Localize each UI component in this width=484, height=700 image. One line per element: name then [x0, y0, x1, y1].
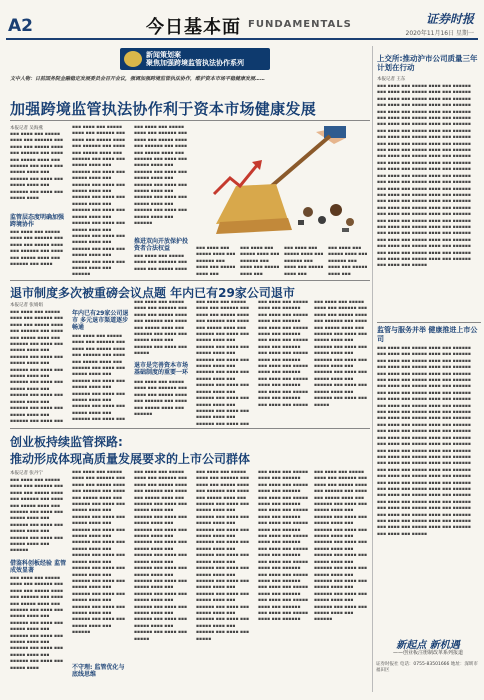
lead-text-col2: ▪▪▪ ▪▪▪▪ ▪▪▪ ▪▪▪▪▪ ▪▪▪▪ ▪▪▪ ▪▪▪▪▪▪ ▪▪▪ ▪▪▪▪ ▪▪▪ ▪▪▪▪▪ ▪▪▪▪ ▪▪▪ ▪▪▪▪▪▪ ▪▪▪ ▪▪▪▪ ▪▪▪ ▪▪▪▪▪ ▪▪▪▪ ▪▪▪ ▪▪▪▪▪▪ ▪▪▪ ▪▪▪▪ ▪▪▪ ▪▪▪▪▪ ▪▪▪▪ ▪▪▪ ▪▪▪▪▪▪ ▪▪▪ ▪▪▪▪ ▪▪▪ ▪▪▪▪▪ ▪▪▪▪ ▪▪▪ ▪▪▪▪▪▪ ▪▪▪ ▪▪▪▪ ▪▪▪ ▪▪▪▪▪ ▪▪▪▪ ▪▪▪ ▪▪▪▪▪▪ ▪▪▪ ▪▪▪▪ ▪▪▪ ▪▪▪▪▪ ▪▪▪▪ ▪▪▪ ▪▪▪▪▪▪ ▪▪▪ ▪▪▪▪ ▪▪▪ ▪▪▪▪▪ ▪▪▪▪ ▪▪▪ ▪▪▪▪▪▪ ▪▪▪ ▪▪▪▪ ▪▪▪ ▪▪▪▪▪ ▪▪▪▪ ▪▪▪ ▪▪▪▪▪▪ ▪▪▪ ▪▪▪▪ ▪▪▪ ▪▪▪▪▪ ▪▪▪▪ ▪▪▪ ▪▪▪▪▪▪ ▪▪▪ ▪▪▪▪ ▪▪▪ ▪▪▪▪▪ ▪▪▪▪ ▪▪▪ ▪▪▪▪▪▪ ▪▪▪ ▪▪▪▪ ▪▪▪ ▪▪▪▪▪ ▪▪▪▪ ▪▪▪ ▪▪▪▪▪▪	[72, 125, 126, 275]
lead-text-col5: ▪▪▪ ▪▪▪▪ ▪▪▪ ▪▪▪▪▪ ▪▪▪▪ ▪▪▪ ▪▪▪▪▪▪ ▪▪▪ ▪▪▪▪ ▪▪▪ ▪▪▪▪▪ ▪▪▪▪ ▪▪▪	[240, 246, 280, 277]
sec2-subhead-2: 退市是完善资本市场基础制度的重要一环	[134, 362, 189, 376]
section-divider-2	[10, 428, 370, 429]
sec3-byline: 本报记者 张丹宁	[10, 471, 43, 476]
intro-blurb: 文中人物：日前国务院金融稳定发展委员会召开会议，强调加强跨境监管执法协作，维护资本市场平稳健康发展……	[10, 76, 266, 82]
lead-text-col1: ▪▪▪ ▪▪▪▪ ▪▪▪ ▪▪▪▪▪ ▪▪▪▪ ▪▪▪ ▪▪▪▪▪▪ ▪▪▪ ▪▪▪▪ ▪▪▪ ▪▪▪▪▪ ▪▪▪▪ ▪▪▪ ▪▪▪▪▪▪ ▪▪▪ ▪▪▪▪ ▪▪▪ ▪▪▪▪▪ ▪▪▪▪ ▪▪▪ ▪▪▪▪▪▪ ▪▪▪ ▪▪▪▪ ▪▪▪ ▪▪▪▪▪ ▪▪▪▪ ▪▪▪ ▪▪▪▪▪▪ ▪▪▪ ▪▪▪▪ ▪▪▪ ▪▪▪▪▪ ▪▪▪▪ ▪▪▪ ▪▪▪▪▪▪ ▪▪▪ ▪▪▪▪ ▪▪▪ ▪▪▪▪▪ ▪▪▪▪	[10, 132, 64, 202]
lead-headline: 加强跨境监管执法协作利于资本市场健康发展	[10, 100, 317, 118]
sec3-text-col2: ▪▪▪ ▪▪▪▪ ▪▪▪ ▪▪▪▪▪ ▪▪▪▪ ▪▪▪ ▪▪▪▪▪▪ ▪▪▪ ▪▪▪▪ ▪▪▪ ▪▪▪▪▪ ▪▪▪▪ ▪▪▪ ▪▪▪▪▪▪ ▪▪▪ ▪▪▪▪ ▪▪▪ ▪▪▪▪▪ ▪▪▪▪ ▪▪▪ ▪▪▪▪▪▪ ▪▪▪ ▪▪▪▪ ▪▪▪ ▪▪▪▪▪ ▪▪▪▪ ▪▪▪ ▪▪▪▪▪▪ ▪▪▪ ▪▪▪▪ ▪▪▪ ▪▪▪▪▪ ▪▪▪▪ ▪▪▪ ▪▪▪▪▪▪ ▪▪▪ ▪▪▪▪ ▪▪▪ ▪▪▪▪▪ ▪▪▪▪ ▪▪▪ ▪▪▪▪▪▪ ▪▪▪ ▪▪▪▪ ▪▪▪ ▪▪▪▪▪ ▪▪▪▪ ▪▪▪ ▪▪▪▪▪▪ ▪▪▪ ▪▪▪▪ ▪▪▪ ▪▪▪▪▪ ▪▪▪▪ ▪▪▪ ▪▪▪▪▪▪ ▪▪▪ ▪▪▪▪ ▪▪▪ ▪▪▪▪▪ ▪▪▪▪ ▪▪▪ ▪▪▪▪▪▪ ▪▪▪ ▪▪▪▪ ▪▪▪ ▪▪▪▪▪ ▪▪▪▪ ▪▪▪ ▪▪▪▪▪▪ ▪▪▪ ▪▪▪▪ ▪▪▪ ▪▪▪▪▪ ▪▪▪▪ ▪▪▪ ▪▪▪▪▪▪ ▪▪▪ ▪▪▪▪ ▪▪▪ ▪▪▪▪▪ ▪▪▪▪ ▪▪▪ ▪▪▪▪▪▪ ▪▪▪ ▪▪▪▪ ▪▪▪ ▪▪▪▪▪ ▪▪▪▪ ▪▪▪ ▪▪▪▪▪▪	[72, 470, 126, 636]
lead-text-col1b: ▪▪▪ ▪▪▪▪ ▪▪▪ ▪▪▪▪▪ ▪▪▪▪ ▪▪▪ ▪▪▪▪▪▪ ▪▪▪ ▪▪▪▪ ▪▪▪ ▪▪▪▪▪ ▪▪▪▪ ▪▪▪ ▪▪▪▪▪▪ ▪▪▪ ▪▪▪▪ ▪▪▪ ▪▪▪▪▪ ▪▪▪▪ ▪▪▪ ▪▪▪▪▪▪ ▪▪▪ ▪▪▪▪	[10, 230, 64, 268]
lead-subhead-1: 监管层态度明确加强跨境协作	[10, 214, 65, 228]
lead-text-col7: ▪▪▪ ▪▪▪▪ ▪▪▪ ▪▪▪▪▪ ▪▪▪▪ ▪▪▪ ▪▪▪▪▪▪ ▪▪▪ ▪▪▪▪ ▪▪▪ ▪▪▪▪▪ ▪▪▪▪ ▪▪▪	[328, 246, 368, 277]
lead-subhead-2: 推进双向开放保护投资者合法权益	[134, 238, 189, 252]
newspaper-logo: 证券时报	[425, 12, 474, 26]
sec2-text-col2: ▪▪▪ ▪▪▪▪ ▪▪▪ ▪▪▪▪▪ ▪▪▪▪ ▪▪▪ ▪▪▪▪▪▪ ▪▪▪ ▪▪▪▪ ▪▪▪ ▪▪▪▪▪ ▪▪▪▪ ▪▪▪ ▪▪▪▪▪▪ ▪▪▪ ▪▪▪▪ ▪▪▪ ▪▪▪▪▪ ▪▪▪▪ ▪▪▪ ▪▪▪▪▪▪ ▪▪▪ ▪▪▪▪ ▪▪▪ ▪▪▪▪▪ ▪▪▪▪ ▪▪▪ ▪▪▪▪▪▪ ▪▪▪ ▪▪▪▪ ▪▪▪ ▪▪▪▪▪ ▪▪▪▪ ▪▪▪ ▪▪▪▪▪▪ ▪▪▪ ▪▪▪▪ ▪▪▪ ▪▪▪▪▪ ▪▪▪▪ ▪▪▪ ▪▪▪▪▪▪ ▪▪▪ ▪▪▪▪ ▪▪▪ ▪▪▪▪▪ ▪▪▪▪ ▪▪▪ ▪▪▪▪▪▪ ▪▪▪ ▪▪▪▪ ▪▪▪	[72, 334, 126, 423]
sec3-text-col4: ▪▪▪ ▪▪▪▪ ▪▪▪ ▪▪▪▪▪ ▪▪▪▪ ▪▪▪ ▪▪▪▪▪▪ ▪▪▪ ▪▪▪▪ ▪▪▪ ▪▪▪▪▪ ▪▪▪▪ ▪▪▪ ▪▪▪▪▪▪ ▪▪▪ ▪▪▪▪ ▪▪▪ ▪▪▪▪▪ ▪▪▪▪ ▪▪▪ ▪▪▪▪▪▪ ▪▪▪ ▪▪▪▪ ▪▪▪ ▪▪▪▪▪ ▪▪▪▪ ▪▪▪ ▪▪▪▪▪▪ ▪▪▪ ▪▪▪▪ ▪▪▪ ▪▪▪▪▪ ▪▪▪▪ ▪▪▪ ▪▪▪▪▪▪ ▪▪▪ ▪▪▪▪ ▪▪▪ ▪▪▪▪▪ ▪▪▪▪ ▪▪▪ ▪▪▪▪▪▪ ▪▪▪ ▪▪▪▪ ▪▪▪ ▪▪▪▪▪ ▪▪▪▪ ▪▪▪ ▪▪▪▪▪▪ ▪▪▪ ▪▪▪▪ ▪▪▪ ▪▪▪▪▪ ▪▪▪▪ ▪▪▪ ▪▪▪▪▪▪ ▪▪▪ ▪▪▪▪ ▪▪▪ ▪▪▪▪▪ ▪▪▪▪ ▪▪▪ ▪▪▪▪▪▪ ▪▪▪ ▪▪▪▪ ▪▪▪ ▪▪▪▪▪ ▪▪▪▪ ▪▪▪ ▪▪▪▪▪▪ ▪▪▪ ▪▪▪▪ ▪▪▪ ▪▪▪▪▪ ▪▪▪▪ ▪▪▪ ▪▪▪▪▪▪ ▪▪▪ ▪▪▪▪ ▪▪▪ ▪▪▪▪▪ ▪▪▪▪ ▪▪▪ ▪▪▪▪▪▪ ▪▪▪ ▪▪▪▪ ▪▪▪ ▪▪▪▪▪ ▪▪▪▪ ▪▪▪ ▪▪▪▪▪▪ ▪▪▪ ▪▪▪▪ ▪▪▪ ▪▪▪▪▪	[196, 470, 250, 642]
footer-slogan-sub: ——创业板注册制改革系列报道	[392, 650, 463, 656]
lead-text-col6: ▪▪▪ ▪▪▪▪ ▪▪▪ ▪▪▪▪▪ ▪▪▪▪ ▪▪▪ ▪▪▪▪▪▪ ▪▪▪ ▪▪▪▪ ▪▪▪ ▪▪▪▪▪ ▪▪▪▪ ▪▪▪	[284, 246, 324, 277]
broom-illustration	[196, 124, 368, 244]
right-col-text-2: ▪▪▪ ▪▪▪▪ ▪▪▪ ▪▪▪▪▪ ▪▪▪▪ ▪▪▪ ▪▪▪▪▪▪ ▪▪▪ ▪▪▪▪ ▪▪▪ ▪▪▪▪▪ ▪▪▪▪ ▪▪▪ ▪▪▪▪▪▪ ▪▪▪ ▪▪▪▪ ▪▪▪ ▪▪▪▪▪ ▪▪▪▪ ▪▪▪ ▪▪▪▪▪▪ ▪▪▪ ▪▪▪▪ ▪▪▪ ▪▪▪▪▪ ▪▪▪▪ ▪▪▪ ▪▪▪▪▪▪ ▪▪▪ ▪▪▪▪ ▪▪▪ ▪▪▪▪▪ ▪▪▪▪ ▪▪▪ ▪▪▪▪▪▪ ▪▪▪ ▪▪▪▪ ▪▪▪ ▪▪▪▪▪ ▪▪▪▪ ▪▪▪ ▪▪▪▪▪▪ ▪▪▪ ▪▪▪▪ ▪▪▪ ▪▪▪▪▪ ▪▪▪▪ ▪▪▪ ▪▪▪▪▪▪ ▪▪▪ ▪▪▪▪ ▪▪▪ ▪▪▪▪▪ ▪▪▪▪ ▪▪▪ ▪▪▪▪▪▪ ▪▪▪ ▪▪▪▪ ▪▪▪ ▪▪▪▪▪ ▪▪▪▪ ▪▪▪ ▪▪▪▪▪▪ ▪▪▪ ▪▪▪▪ ▪▪▪ ▪▪▪▪▪ ▪▪▪▪ ▪▪▪ ▪▪▪▪▪▪ ▪▪▪ ▪▪▪▪ ▪▪▪ ▪▪▪▪▪ ▪▪▪▪ ▪▪▪ ▪▪▪▪▪▪ ▪▪▪ ▪▪▪▪ ▪▪▪ ▪▪▪▪▪ ▪▪▪▪ ▪▪▪ ▪▪▪▪▪▪ ▪▪▪ ▪▪▪▪ ▪▪▪ ▪▪▪▪▪ ▪▪▪▪ ▪▪▪ ▪▪▪▪▪▪ ▪▪▪ ▪▪▪▪ ▪▪▪ ▪▪▪▪▪ ▪▪▪▪ ▪▪▪ ▪▪▪▪▪▪ ▪▪▪ ▪▪▪▪ ▪▪▪ ▪▪▪▪▪ ▪▪▪▪ ▪▪▪ ▪▪▪▪▪▪ ▪▪▪ ▪▪▪▪ ▪▪▪ ▪▪▪▪▪ ▪▪▪▪ ▪▪▪ ▪▪▪▪▪▪ ▪▪▪ ▪▪▪▪ ▪▪▪ ▪▪▪▪▪ ▪▪▪▪ ▪▪▪ ▪▪▪▪▪▪ ▪▪▪ ▪▪▪▪ ▪▪▪ ▪▪▪▪▪ ▪▪▪▪ ▪▪▪ ▪▪▪▪▪▪ ▪▪▪ ▪▪▪▪ ▪▪▪ ▪▪▪▪▪ ▪▪▪▪ ▪▪▪ ▪▪▪▪▪▪ ▪▪▪ ▪▪▪▪ ▪▪▪ ▪▪▪▪▪ ▪▪▪▪ ▪▪▪ ▪▪▪▪▪▪ ▪▪▪ ▪▪▪▪ ▪▪▪ ▪▪▪▪▪ ▪▪▪▪ ▪▪▪ ▪▪▪▪▪▪ ▪▪▪ ▪▪▪▪ ▪▪▪ ▪▪▪▪▪ ▪▪▪▪ ▪▪▪ ▪▪▪▪▪▪ ▪▪▪ ▪▪▪▪ ▪▪▪ ▪▪▪▪▪ ▪▪▪▪ ▪▪▪ ▪▪▪▪▪▪ ▪▪▪ ▪▪▪▪ ▪▪▪ ▪▪▪▪▪ ▪▪▪▪ ▪▪▪ ▪▪▪▪▪▪ ▪▪▪ ▪▪▪▪ ▪▪▪ ▪▪▪▪▪ ▪▪▪▪ ▪▪▪ ▪▪▪▪▪▪ ▪▪▪ ▪▪▪▪ ▪▪▪ ▪▪▪▪▪ ▪▪▪▪ ▪▪▪ ▪▪▪▪▪▪ ▪▪▪ ▪▪▪▪ ▪▪▪ ▪▪▪▪▪ ▪▪▪▪ ▪▪▪ ▪▪▪▪▪▪ ▪▪▪ ▪▪▪▪ ▪▪▪ ▪▪▪▪▪ ▪▪▪▪ ▪▪▪ ▪▪▪▪▪▪ ▪▪▪ ▪▪▪▪ ▪▪▪ ▪▪▪▪▪ ▪▪▪▪ ▪▪▪ ▪▪▪▪▪▪ ▪▪▪ ▪▪▪▪ ▪▪▪ ▪▪▪▪▪	[377, 346, 471, 537]
right-col-box-title: 监管与服务并举 健康推进上市公司	[377, 326, 478, 343]
badge-icon	[124, 51, 142, 67]
sec2-text-col5: ▪▪▪ ▪▪▪▪ ▪▪▪ ▪▪▪▪▪ ▪▪▪▪ ▪▪▪ ▪▪▪▪▪▪ ▪▪▪ ▪▪▪▪ ▪▪▪ ▪▪▪▪▪ ▪▪▪▪ ▪▪▪ ▪▪▪▪▪▪ ▪▪▪ ▪▪▪▪ ▪▪▪ ▪▪▪▪▪ ▪▪▪▪ ▪▪▪ ▪▪▪▪▪▪ ▪▪▪ ▪▪▪▪ ▪▪▪ ▪▪▪▪▪ ▪▪▪▪ ▪▪▪ ▪▪▪▪▪▪ ▪▪▪ ▪▪▪▪ ▪▪▪ ▪▪▪▪▪ ▪▪▪▪ ▪▪▪ ▪▪▪▪▪▪ ▪▪▪ ▪▪▪▪ ▪▪▪ ▪▪▪▪▪ ▪▪▪▪ ▪▪▪ ▪▪▪▪▪▪ ▪▪▪ ▪▪▪▪ ▪▪▪ ▪▪▪▪▪ ▪▪▪▪ ▪▪▪ ▪▪▪▪▪▪ ▪▪▪ ▪▪▪▪ ▪▪▪ ▪▪▪▪▪ ▪▪▪▪ ▪▪▪ ▪▪▪▪▪▪ ▪▪▪ ▪▪▪▪ ▪▪▪ ▪▪▪▪▪	[258, 300, 309, 408]
lead-byline: 本报记者 吴海燕	[10, 126, 43, 131]
footer-info: 证券时报社 电话：0755-83501666 地址：深圳市福田区	[376, 662, 478, 673]
right-col-text: ▪▪▪ ▪▪▪▪ ▪▪▪ ▪▪▪▪▪ ▪▪▪▪ ▪▪▪ ▪▪▪▪▪▪ ▪▪▪ ▪▪▪▪ ▪▪▪ ▪▪▪▪▪ ▪▪▪▪ ▪▪▪ ▪▪▪▪▪▪ ▪▪▪ ▪▪▪▪ ▪▪▪ ▪▪▪▪▪ ▪▪▪▪ ▪▪▪ ▪▪▪▪▪▪ ▪▪▪ ▪▪▪▪ ▪▪▪ ▪▪▪▪▪ ▪▪▪▪ ▪▪▪ ▪▪▪▪▪▪ ▪▪▪ ▪▪▪▪ ▪▪▪ ▪▪▪▪▪ ▪▪▪▪ ▪▪▪ ▪▪▪▪▪▪ ▪▪▪ ▪▪▪▪ ▪▪▪ ▪▪▪▪▪ ▪▪▪▪ ▪▪▪ ▪▪▪▪▪▪ ▪▪▪ ▪▪▪▪ ▪▪▪ ▪▪▪▪▪ ▪▪▪▪ ▪▪▪ ▪▪▪▪▪▪ ▪▪▪ ▪▪▪▪ ▪▪▪ ▪▪▪▪▪ ▪▪▪▪ ▪▪▪ ▪▪▪▪▪▪ ▪▪▪ ▪▪▪▪ ▪▪▪ ▪▪▪▪▪ ▪▪▪▪ ▪▪▪ ▪▪▪▪▪▪ ▪▪▪ ▪▪▪▪ ▪▪▪ ▪▪▪▪▪ ▪▪▪▪ ▪▪▪ ▪▪▪▪▪▪ ▪▪▪ ▪▪▪▪ ▪▪▪ ▪▪▪▪▪ ▪▪▪▪ ▪▪▪ ▪▪▪▪▪▪ ▪▪▪ ▪▪▪▪ ▪▪▪ ▪▪▪▪▪ ▪▪▪▪ ▪▪▪ ▪▪▪▪▪▪ ▪▪▪ ▪▪▪▪ ▪▪▪ ▪▪▪▪▪ ▪▪▪▪ ▪▪▪ ▪▪▪▪▪▪ ▪▪▪ ▪▪▪▪ ▪▪▪ ▪▪▪▪▪ ▪▪▪▪ ▪▪▪ ▪▪▪▪▪▪ ▪▪▪ ▪▪▪▪ ▪▪▪ ▪▪▪▪▪ ▪▪▪▪ ▪▪▪ ▪▪▪▪▪▪ ▪▪▪ ▪▪▪▪ ▪▪▪ ▪▪▪▪▪ ▪▪▪▪ ▪▪▪ ▪▪▪▪▪▪ ▪▪▪ ▪▪▪▪ ▪▪▪ ▪▪▪▪▪ ▪▪▪▪ ▪▪▪ ▪▪▪▪▪▪ ▪▪▪ ▪▪▪▪ ▪▪▪ ▪▪▪▪▪ ▪▪▪▪ ▪▪▪ ▪▪▪▪▪▪ ▪▪▪ ▪▪▪▪ ▪▪▪ ▪▪▪▪▪ ▪▪▪▪ ▪▪▪ ▪▪▪▪▪▪ ▪▪▪ ▪▪▪▪ ▪▪▪ ▪▪▪▪▪ ▪▪▪▪ ▪▪▪ ▪▪▪▪▪▪ ▪▪▪ ▪▪▪▪ ▪▪▪ ▪▪▪▪▪ ▪▪▪▪ ▪▪▪ ▪▪▪▪▪▪ ▪▪▪ ▪▪▪▪ ▪▪▪ ▪▪▪▪▪ ▪▪▪▪ ▪▪▪ ▪▪▪▪▪▪ ▪▪▪ ▪▪▪▪ ▪▪▪ ▪▪▪▪▪ ▪▪▪▪ ▪▪▪ ▪▪▪▪▪▪ ▪▪▪ ▪▪▪▪ ▪▪▪ ▪▪▪▪▪ ▪▪▪▪ ▪▪▪ ▪▪▪▪▪▪ ▪▪▪ ▪▪▪▪ ▪▪▪ ▪▪▪▪▪ ▪▪▪▪ ▪▪▪ ▪▪▪▪▪▪ ▪▪▪ ▪▪▪▪ ▪▪▪ ▪▪▪▪▪ ▪▪▪▪ ▪▪▪ ▪▪▪▪▪▪ ▪▪▪ ▪▪▪▪ ▪▪▪ ▪▪▪▪▪ ▪▪▪▪ ▪▪▪ ▪▪▪▪▪▪ ▪▪▪ ▪▪▪▪ ▪▪▪ ▪▪▪▪▪ ▪▪▪▪ ▪▪▪ ▪▪▪▪▪▪ ▪▪▪ ▪▪▪▪ ▪▪▪ ▪▪▪▪▪	[377, 84, 471, 269]
sec3-kicker: 创业板持续监管探路:	[10, 435, 123, 449]
sec2-text-col1: ▪▪▪ ▪▪▪▪ ▪▪▪ ▪▪▪▪▪ ▪▪▪▪ ▪▪▪ ▪▪▪▪▪▪ ▪▪▪ ▪▪▪▪ ▪▪▪ ▪▪▪▪▪ ▪▪▪▪ ▪▪▪ ▪▪▪▪▪▪ ▪▪▪ ▪▪▪▪ ▪▪▪ ▪▪▪▪▪ ▪▪▪▪ ▪▪▪ ▪▪▪▪▪▪ ▪▪▪ ▪▪▪▪ ▪▪▪ ▪▪▪▪▪ ▪▪▪▪ ▪▪▪ ▪▪▪▪▪▪ ▪▪▪ ▪▪▪▪ ▪▪▪ ▪▪▪▪▪ ▪▪▪▪ ▪▪▪ ▪▪▪▪▪▪ ▪▪▪ ▪▪▪▪ ▪▪▪ ▪▪▪▪▪ ▪▪▪▪ ▪▪▪ ▪▪▪▪▪▪ ▪▪▪ ▪▪▪▪ ▪▪▪ ▪▪▪▪▪ ▪▪▪▪ ▪▪▪ ▪▪▪▪▪▪ ▪▪▪ ▪▪▪▪ ▪▪▪ ▪▪▪▪▪ ▪▪▪▪ ▪▪▪ ▪▪▪▪▪▪ ▪▪▪ ▪▪▪▪ ▪▪▪ ▪▪▪▪▪ ▪▪▪▪ ▪▪▪ ▪▪▪▪▪▪ ▪▪▪ ▪▪▪▪ ▪▪▪	[10, 310, 64, 424]
sec2-text-col3b: ▪▪▪ ▪▪▪▪ ▪▪▪ ▪▪▪▪▪ ▪▪▪▪ ▪▪▪ ▪▪▪▪▪▪ ▪▪▪ ▪▪▪▪ ▪▪▪ ▪▪▪▪▪ ▪▪▪▪ ▪▪▪ ▪▪▪▪▪▪ ▪▪▪ ▪▪▪▪ ▪▪▪ ▪▪▪▪▪ ▪▪▪▪ ▪▪▪ ▪▪▪▪▪▪	[134, 380, 188, 418]
lead-text-col3b: ▪▪▪ ▪▪▪▪ ▪▪▪ ▪▪▪▪▪ ▪▪▪▪ ▪▪▪ ▪▪▪▪▪▪ ▪▪▪ ▪▪▪▪ ▪▪▪ ▪▪▪▪▪ ▪▪▪▪	[134, 254, 188, 272]
section-title-en: FUNDAMENTALS	[248, 19, 352, 30]
right-col-divider	[377, 322, 481, 323]
sec3-text-col1: ▪▪▪ ▪▪▪▪ ▪▪▪ ▪▪▪▪▪ ▪▪▪▪ ▪▪▪ ▪▪▪▪▪▪ ▪▪▪ ▪▪▪▪ ▪▪▪ ▪▪▪▪▪ ▪▪▪▪ ▪▪▪ ▪▪▪▪▪▪ ▪▪▪ ▪▪▪▪ ▪▪▪ ▪▪▪▪▪ ▪▪▪▪ ▪▪▪ ▪▪▪▪▪▪ ▪▪▪ ▪▪▪▪ ▪▪▪ ▪▪▪▪▪ ▪▪▪▪ ▪▪▪ ▪▪▪▪▪▪ ▪▪▪ ▪▪▪▪ ▪▪▪ ▪▪▪▪▪ ▪▪▪▪ ▪▪▪ ▪▪▪▪▪▪ ▪▪▪ ▪▪▪▪ ▪▪▪ ▪▪▪▪▪ ▪▪▪▪ ▪▪▪ ▪▪▪▪▪▪	[10, 478, 64, 554]
sec2-subhead-1: 年内已有29家公司退市 多元退市渠道逐步畅通	[72, 310, 129, 331]
sec2-text-col4: ▪▪▪ ▪▪▪▪ ▪▪▪ ▪▪▪▪▪ ▪▪▪▪ ▪▪▪ ▪▪▪▪▪▪ ▪▪▪ ▪▪▪▪ ▪▪▪ ▪▪▪▪▪ ▪▪▪▪ ▪▪▪ ▪▪▪▪▪▪ ▪▪▪ ▪▪▪▪ ▪▪▪ ▪▪▪▪▪ ▪▪▪▪ ▪▪▪ ▪▪▪▪▪▪ ▪▪▪ ▪▪▪▪ ▪▪▪ ▪▪▪▪▪ ▪▪▪▪ ▪▪▪ ▪▪▪▪▪▪ ▪▪▪ ▪▪▪▪ ▪▪▪ ▪▪▪▪▪ ▪▪▪▪ ▪▪▪ ▪▪▪▪▪▪ ▪▪▪ ▪▪▪▪ ▪▪▪ ▪▪▪▪▪ ▪▪▪▪ ▪▪▪ ▪▪▪▪▪▪ ▪▪▪ ▪▪▪▪ ▪▪▪ ▪▪▪▪▪ ▪▪▪▪ ▪▪▪ ▪▪▪▪▪▪ ▪▪▪ ▪▪▪▪ ▪▪▪ ▪▪▪▪▪ ▪▪▪▪ ▪▪▪ ▪▪▪▪▪▪ ▪▪▪ ▪▪▪▪ ▪▪▪ ▪▪▪▪▪ ▪▪▪▪ ▪▪▪ ▪▪▪▪▪▪ ▪▪▪ ▪▪▪▪ ▪▪▪ ▪▪▪▪▪ ▪▪▪▪ ▪▪▪ ▪▪▪▪▪▪ ▪▪▪ ▪▪▪▪ ▪▪▪	[196, 300, 250, 425]
sec2-text-col3: ▪▪▪ ▪▪▪▪ ▪▪▪ ▪▪▪▪▪ ▪▪▪▪ ▪▪▪ ▪▪▪▪▪▪ ▪▪▪ ▪▪▪▪ ▪▪▪ ▪▪▪▪▪ ▪▪▪▪ ▪▪▪ ▪▪▪▪▪▪ ▪▪▪ ▪▪▪▪ ▪▪▪ ▪▪▪▪▪ ▪▪▪▪ ▪▪▪ ▪▪▪▪▪▪ ▪▪▪ ▪▪▪▪ ▪▪▪ ▪▪▪▪▪ ▪▪▪▪ ▪▪▪ ▪▪▪▪▪▪ ▪▪▪ ▪▪▪▪ ▪▪▪ ▪▪▪▪▪	[134, 300, 188, 357]
sec2-headline: 退市制度多次被重磅会议点题 年内已有29家公司退市	[10, 286, 295, 300]
sec3-headline: 推动形成体现高质量发展要求的上市公司群体	[10, 452, 251, 466]
headline-rule	[10, 120, 370, 121]
footer-slogan: 新起点 新机遇	[396, 640, 460, 651]
sec2-text-col6: ▪▪▪ ▪▪▪▪ ▪▪▪ ▪▪▪▪▪ ▪▪▪▪ ▪▪▪ ▪▪▪▪▪▪ ▪▪▪ ▪▪▪▪ ▪▪▪ ▪▪▪▪▪ ▪▪▪▪ ▪▪▪ ▪▪▪▪▪▪ ▪▪▪ ▪▪▪▪ ▪▪▪ ▪▪▪▪▪ ▪▪▪▪ ▪▪▪ ▪▪▪▪▪▪ ▪▪▪ ▪▪▪▪ ▪▪▪ ▪▪▪▪▪ ▪▪▪▪ ▪▪▪ ▪▪▪▪▪▪ ▪▪▪ ▪▪▪▪ ▪▪▪ ▪▪▪▪▪ ▪▪▪▪ ▪▪▪ ▪▪▪▪▪▪ ▪▪▪ ▪▪▪▪ ▪▪▪ ▪▪▪▪▪ ▪▪▪▪ ▪▪▪ ▪▪▪▪▪▪ ▪▪▪ ▪▪▪▪ ▪▪▪ ▪▪▪▪▪ ▪▪▪▪ ▪▪▪ ▪▪▪▪▪▪ ▪▪▪ ▪▪▪▪ ▪▪▪ ▪▪▪▪▪ ▪▪▪▪ ▪▪▪ ▪▪▪▪▪▪ ▪▪▪ ▪▪▪▪ ▪▪▪ ▪▪▪▪▪	[314, 300, 368, 408]
masthead	[6, 10, 478, 40]
lead-text-col4: ▪▪▪ ▪▪▪▪ ▪▪▪ ▪▪▪▪▪ ▪▪▪▪ ▪▪▪ ▪▪▪▪▪▪ ▪▪▪ ▪▪▪▪ ▪▪▪ ▪▪▪▪▪ ▪▪▪▪ ▪▪▪	[196, 246, 236, 277]
page-number: A2	[8, 16, 33, 36]
feature-banner	[120, 48, 270, 70]
issue-date: 2020年11月16日 星期一	[405, 30, 474, 37]
section-divider	[10, 280, 370, 281]
sec3-text-col1b: ▪▪▪ ▪▪▪▪ ▪▪▪ ▪▪▪▪▪ ▪▪▪▪ ▪▪▪ ▪▪▪▪▪▪ ▪▪▪ ▪▪▪▪ ▪▪▪ ▪▪▪▪▪ ▪▪▪▪ ▪▪▪ ▪▪▪▪▪▪ ▪▪▪ ▪▪▪▪ ▪▪▪ ▪▪▪▪▪ ▪▪▪▪ ▪▪▪ ▪▪▪▪▪▪ ▪▪▪ ▪▪▪▪ ▪▪▪ ▪▪▪▪▪ ▪▪▪▪ ▪▪▪ ▪▪▪▪▪▪ ▪▪▪ ▪▪▪▪ ▪▪▪ ▪▪▪▪▪ ▪▪▪▪ ▪▪▪ ▪▪▪▪▪▪ ▪▪▪ ▪▪▪▪ ▪▪▪ ▪▪▪▪▪ ▪▪▪▪ ▪▪▪ ▪▪▪▪▪▪ ▪▪▪ ▪▪▪▪ ▪▪▪ ▪▪▪▪▪ ▪▪▪▪ ▪▪▪ ▪▪▪▪▪▪ ▪▪▪ ▪▪▪▪ ▪▪▪ ▪▪▪▪▪ ▪▪▪▪	[10, 576, 64, 671]
right-col-headline: 上交所:推动沪市公司质量三年计划在行动	[377, 54, 478, 72]
sec2-byline: 本报记者 张娟娟	[10, 303, 43, 308]
sec3-subhead-1: 借鉴科创板经验 监管成效显著	[10, 560, 67, 574]
banner-line-2: 聚焦加强跨境监管执法协作系列	[146, 59, 244, 67]
right-col-byline: 本报记者 王东	[377, 77, 406, 82]
sec3-subhead-2: 不守理: 监管优化与底线思维	[72, 664, 125, 678]
sec3-text-col6: ▪▪▪ ▪▪▪▪ ▪▪▪ ▪▪▪▪▪ ▪▪▪▪ ▪▪▪ ▪▪▪▪▪▪ ▪▪▪ ▪▪▪▪ ▪▪▪ ▪▪▪▪▪ ▪▪▪▪ ▪▪▪ ▪▪▪▪▪▪ ▪▪▪ ▪▪▪▪ ▪▪▪ ▪▪▪▪▪ ▪▪▪▪ ▪▪▪ ▪▪▪▪▪▪ ▪▪▪ ▪▪▪▪ ▪▪▪ ▪▪▪▪▪ ▪▪▪▪ ▪▪▪ ▪▪▪▪▪▪ ▪▪▪ ▪▪▪▪ ▪▪▪ ▪▪▪▪▪ ▪▪▪▪ ▪▪▪ ▪▪▪▪▪▪ ▪▪▪ ▪▪▪▪ ▪▪▪ ▪▪▪▪▪ ▪▪▪▪ ▪▪▪ ▪▪▪▪▪▪ ▪▪▪ ▪▪▪▪ ▪▪▪ ▪▪▪▪▪ ▪▪▪▪ ▪▪▪ ▪▪▪▪▪▪ ▪▪▪ ▪▪▪▪ ▪▪▪ ▪▪▪▪▪ ▪▪▪▪ ▪▪▪ ▪▪▪▪▪▪ ▪▪▪ ▪▪▪▪ ▪▪▪ ▪▪▪▪▪ ▪▪▪▪ ▪▪▪ ▪▪▪▪▪▪ ▪▪▪ ▪▪▪▪ ▪▪▪ ▪▪▪▪▪ ▪▪▪▪ ▪▪▪ ▪▪▪▪▪▪ ▪▪▪ ▪▪▪▪ ▪▪▪ ▪▪▪▪▪ ▪▪▪▪ ▪▪▪ ▪▪▪▪▪▪ ▪▪▪ ▪▪▪▪ ▪▪▪ ▪▪▪▪▪ ▪▪▪▪ ▪▪▪ ▪▪▪▪▪▪	[314, 470, 368, 623]
lead-text-col3: ▪▪▪ ▪▪▪▪ ▪▪▪ ▪▪▪▪▪ ▪▪▪▪ ▪▪▪ ▪▪▪▪▪▪ ▪▪▪ ▪▪▪▪ ▪▪▪ ▪▪▪▪▪ ▪▪▪▪ ▪▪▪ ▪▪▪▪▪▪ ▪▪▪ ▪▪▪▪ ▪▪▪ ▪▪▪▪▪ ▪▪▪▪ ▪▪▪ ▪▪▪▪▪▪ ▪▪▪ ▪▪▪▪ ▪▪▪ ▪▪▪▪▪ ▪▪▪▪ ▪▪▪ ▪▪▪▪▪▪ ▪▪▪ ▪▪▪▪ ▪▪▪ ▪▪▪▪▪ ▪▪▪▪ ▪▪▪ ▪▪▪▪▪▪ ▪▪▪ ▪▪▪▪ ▪▪▪ ▪▪▪▪▪ ▪▪▪▪ ▪▪▪ ▪▪▪▪▪▪ ▪▪▪ ▪▪▪▪ ▪▪▪ ▪▪▪▪▪ ▪▪▪▪ ▪▪▪ ▪▪▪▪▪▪ ▪▪▪ ▪▪▪▪ ▪▪▪ ▪▪▪▪▪ ▪▪▪▪ ▪▪▪ ▪▪▪▪▪▪	[134, 125, 188, 227]
banner-line-1: 新闻策划案	[146, 51, 181, 59]
section-title: 今日基本面	[146, 17, 241, 38]
sec3-text-col3: ▪▪▪ ▪▪▪▪ ▪▪▪ ▪▪▪▪▪ ▪▪▪▪ ▪▪▪ ▪▪▪▪▪▪ ▪▪▪ ▪▪▪▪ ▪▪▪ ▪▪▪▪▪ ▪▪▪▪ ▪▪▪ ▪▪▪▪▪▪ ▪▪▪ ▪▪▪▪ ▪▪▪ ▪▪▪▪▪ ▪▪▪▪ ▪▪▪ ▪▪▪▪▪▪ ▪▪▪ ▪▪▪▪ ▪▪▪ ▪▪▪▪▪ ▪▪▪▪ ▪▪▪ ▪▪▪▪▪▪ ▪▪▪ ▪▪▪▪ ▪▪▪ ▪▪▪▪▪ ▪▪▪▪ ▪▪▪ ▪▪▪▪▪▪ ▪▪▪ ▪▪▪▪ ▪▪▪ ▪▪▪▪▪ ▪▪▪▪ ▪▪▪ ▪▪▪▪▪▪ ▪▪▪ ▪▪▪▪ ▪▪▪ ▪▪▪▪▪ ▪▪▪▪ ▪▪▪ ▪▪▪▪▪▪ ▪▪▪ ▪▪▪▪ ▪▪▪ ▪▪▪▪▪ ▪▪▪▪ ▪▪▪ ▪▪▪▪▪▪ ▪▪▪ ▪▪▪▪ ▪▪▪ ▪▪▪▪▪ ▪▪▪▪ ▪▪▪ ▪▪▪▪▪▪ ▪▪▪ ▪▪▪▪ ▪▪▪ ▪▪▪▪▪ ▪▪▪▪ ▪▪▪ ▪▪▪▪▪▪ ▪▪▪ ▪▪▪▪ ▪▪▪ ▪▪▪▪▪ ▪▪▪▪ ▪▪▪ ▪▪▪▪▪▪ ▪▪▪ ▪▪▪▪ ▪▪▪ ▪▪▪▪▪ ▪▪▪▪ ▪▪▪ ▪▪▪▪▪▪ ▪▪▪ ▪▪▪▪ ▪▪▪ ▪▪▪▪▪ ▪▪▪▪ ▪▪▪ ▪▪▪▪▪▪ ▪▪▪ ▪▪▪▪ ▪▪▪ ▪▪▪▪▪	[134, 470, 188, 642]
column-divider	[372, 46, 373, 692]
sec3-text-col5: ▪▪▪ ▪▪▪▪ ▪▪▪ ▪▪▪▪▪ ▪▪▪▪ ▪▪▪ ▪▪▪▪▪▪ ▪▪▪ ▪▪▪▪ ▪▪▪ ▪▪▪▪▪ ▪▪▪▪ ▪▪▪ ▪▪▪▪▪▪ ▪▪▪ ▪▪▪▪ ▪▪▪ ▪▪▪▪▪ ▪▪▪▪ ▪▪▪ ▪▪▪▪▪▪ ▪▪▪ ▪▪▪▪ ▪▪▪ ▪▪▪▪▪ ▪▪▪▪ ▪▪▪ ▪▪▪▪▪▪ ▪▪▪ ▪▪▪▪ ▪▪▪ ▪▪▪▪▪ ▪▪▪▪ ▪▪▪ ▪▪▪▪▪▪ ▪▪▪ ▪▪▪▪ ▪▪▪ ▪▪▪▪▪ ▪▪▪▪ ▪▪▪ ▪▪▪▪▪▪ ▪▪▪ ▪▪▪▪ ▪▪▪ ▪▪▪▪▪ ▪▪▪▪ ▪▪▪ ▪▪▪▪▪▪ ▪▪▪ ▪▪▪▪ ▪▪▪ ▪▪▪▪▪ ▪▪▪▪ ▪▪▪ ▪▪▪▪▪▪ ▪▪▪ ▪▪▪▪ ▪▪▪ ▪▪▪▪▪ ▪▪▪▪ ▪▪▪ ▪▪▪▪▪▪ ▪▪▪ ▪▪▪▪ ▪▪▪ ▪▪▪▪▪ ▪▪▪▪ ▪▪▪ ▪▪▪▪▪▪ ▪▪▪ ▪▪▪▪ ▪▪▪ ▪▪▪▪▪ ▪▪▪▪ ▪▪▪ ▪▪▪▪▪▪ ▪▪▪ ▪▪▪▪ ▪▪▪ ▪▪▪▪▪ ▪▪▪▪ ▪▪▪ ▪▪▪▪▪▪	[258, 470, 309, 623]
